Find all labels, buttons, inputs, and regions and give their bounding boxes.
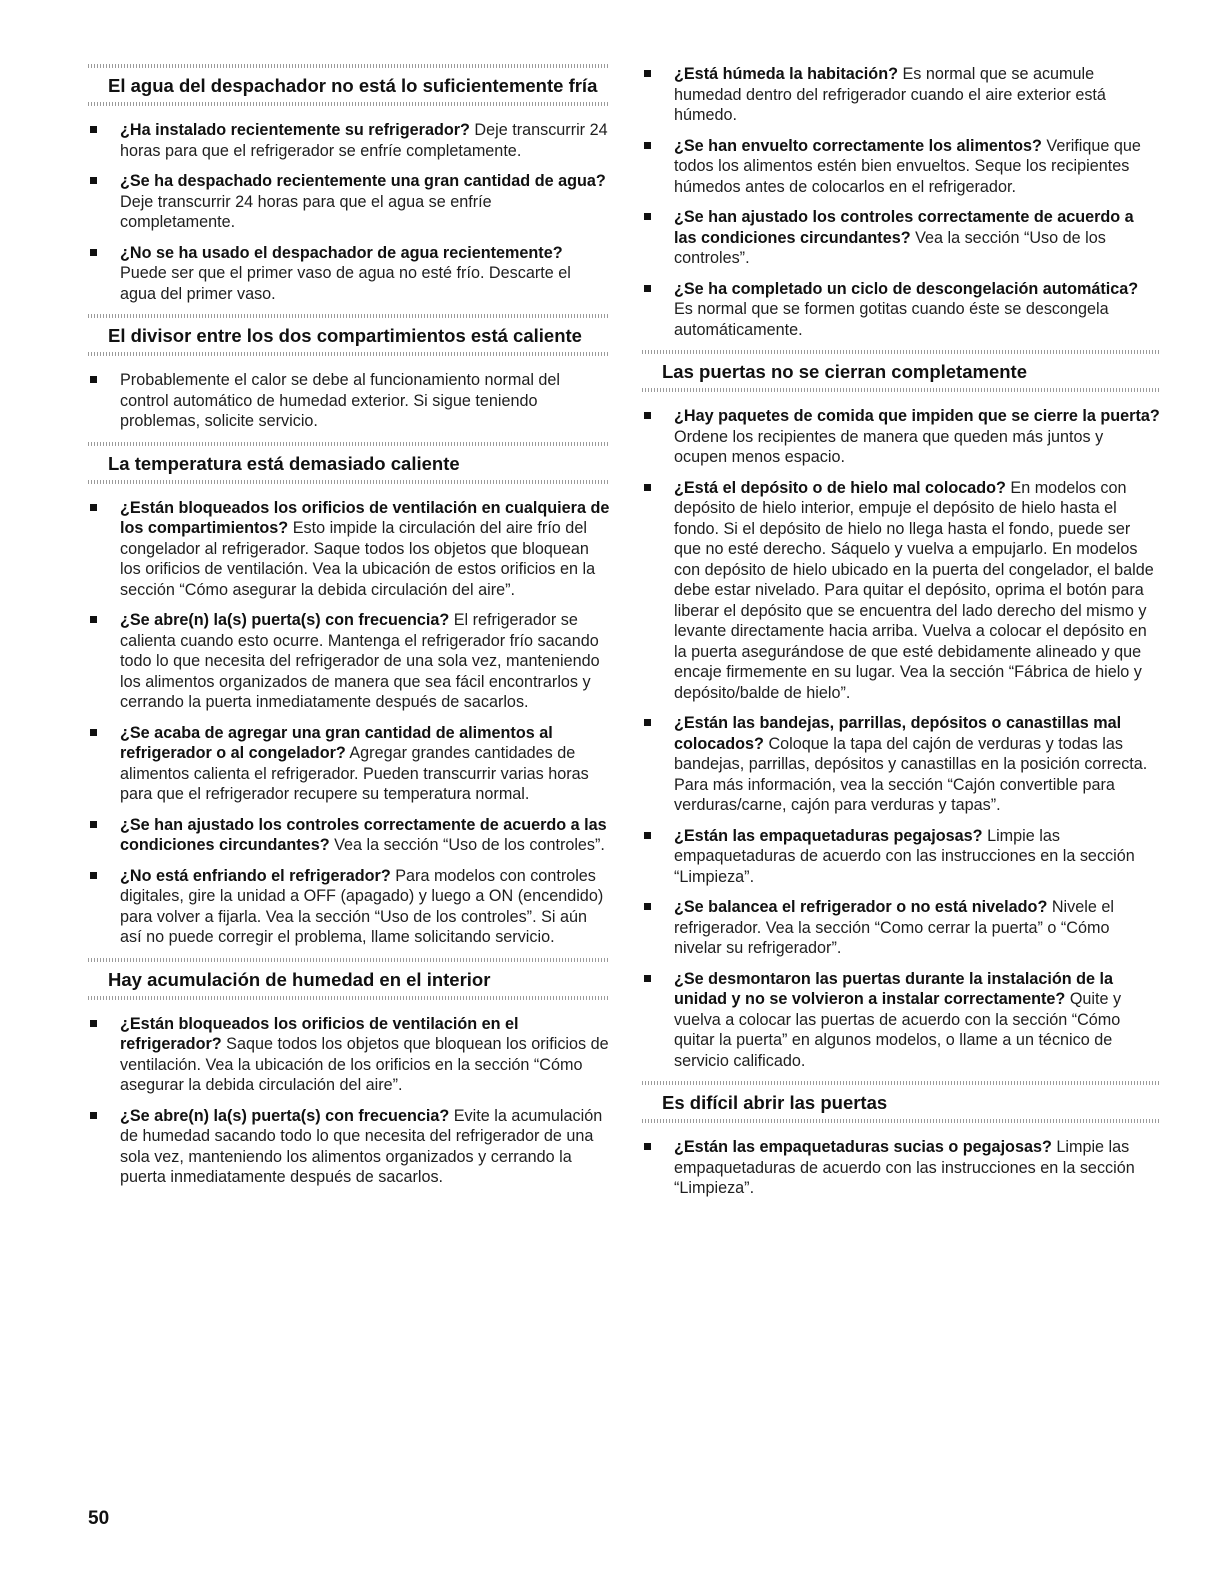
item-answer: Esto impide la circulación del aire frío del congelador al refrigerador. Saque todos los objetos que bloquean los orificios de ventilación. Vea la ubicación de estos orificios en la sección “Cómo asegurar la debida circulación del aire”. [120,519,596,599]
square-bullet-icon [644,975,651,982]
item-question: ¿Está el depósito o de hielo mal colocado? [674,478,1006,497]
item-answer: En modelos con depósito de hielo interior, empuje el depósito de hielo hasta el fondo. Si el depósito de hielo no llega hasta el fondo, puede ser que no esté derecho. Sáquelo y vuelva a empujarlo. En modelos con depósito de hielo ubicado en la puerta del congelador, el balde debe estar nivelado. Para quitar el depósito, oprima el botón para liberar el depósito que se encuentra del lado derecho del mismo y levante directamente hacia arriba. Vuelva a colocar el depósito en la puerta asegurándose de que esté debidamente alineado y que encaje firmemente en su lugar. Vea la sección “Fábrica de hielo y depósito/balde de hielo”. [674,478,1154,702]
item-answer: Puede ser que el primer vaso de agua no esté frío. Descarte el agua del primer vaso. [120,264,571,303]
item-question: ¿Se desmontaron las puertas durante la instalación de la unidad y no se volvieron a instalar correctamente? [674,969,1113,1008]
item-question: ¿No se ha usado el despachador de agua recientemente? [120,243,563,262]
section-hay-acumulacion-de-humedad-en-el-interio [88,958,610,1188]
item-question: ¿Se ha completado un ciclo de descongelación automática? [674,279,1139,298]
square-bullet-icon [644,70,651,77]
item-question: ¿Están las empaquetaduras pegajosas? [674,826,983,845]
item-question: ¿Se han ajustado los controles correctamente de acuerdo a las condiciones circundantes? [674,208,1134,247]
square-bullet-icon [644,832,651,839]
list-item [88,171,610,233]
item-answer: Evite la acumulación de humedad sacando todo lo que necesita del refrigerador de una sola vez, manteniendo los alimentos organizados y cerrando la puerta inmediatamente después de sacarlos. [120,1106,603,1186]
section-heading: Hay acumulación de humedad en el interior [88,958,610,1000]
square-bullet-icon [90,249,97,256]
list-item [88,498,610,601]
section-continued [642,64,1160,340]
section-es-dificil-abrir-las-puertas [642,1081,1160,1199]
item-list [88,498,610,948]
item-question: ¿Ha instalado recientemente su refrigerador? [120,121,470,139]
square-bullet-icon [644,412,651,419]
list-item [88,243,610,305]
square-bullet-icon [90,126,97,133]
item-question: ¿Se balancea el refrigerador o no está nivelado? [674,898,1048,916]
square-bullet-icon [90,872,97,879]
item-list [642,406,1160,1071]
item-list [88,120,610,304]
list-item [88,815,610,856]
section-el-divisor-entre-los-dos-compartimientos [88,314,610,432]
item-answer: El refrigerador se calienta cuando esto ocurre. Mantenga el refrigerador frío sacando todo lo que necesita del refrigerador de una sola vez, manteniendo los alimentos organizados de manera que sea fácil encontrarlos y cerrando la puerta inmediatamente después de sacarlos. [120,611,600,711]
square-bullet-icon [90,616,97,623]
item-question: ¿Están las empaquetaduras sucias o pegajosas? [674,1138,1052,1156]
list-item [642,478,1160,704]
list-item [642,207,1160,269]
item-question: ¿No está enfriando el refrigerador? [120,866,391,885]
right-column [642,64,1160,1209]
item-question: ¿Se acaba de agregar una gran cantidad de alimentos al refrigerador o al congelador? [120,723,553,762]
list-item [642,897,1160,959]
left-column [88,64,610,1198]
item-question: ¿Se abre(n) la(s) puerta(s) con frecuencia? [120,1106,450,1125]
section-heading: Las puertas no se cierran completamente [642,350,1160,392]
item-answer: Ordene los recipientes de manera que queden más juntos y ocupen menos espacio. [674,427,1104,466]
square-bullet-icon [644,719,651,726]
square-bullet-icon [90,1020,97,1027]
list-item [642,826,1160,888]
item-answer: Saque todos los objetos que bloquean los orificios de ventilación. Vea la ubicación de los orificios en la sección “Cómo asegurar la debida circulación del aire”. [120,1035,609,1094]
square-bullet-icon [644,213,651,220]
square-bullet-icon [644,903,651,910]
item-answer: Quite y vuelva a colocar las puertas de acuerdo con la sección “Cómo quitar la puerta” en algunos modelos, o llame a un técnico de servicio calificado. [674,990,1122,1070]
square-bullet-icon [644,285,651,292]
square-bullet-icon [644,142,651,149]
item-question: ¿Está húmeda la habitación? [674,65,898,83]
square-bullet-icon [90,729,97,736]
square-bullet-icon [644,1143,651,1150]
item-question: ¿Se abre(n) la(s) puerta(s) con frecuencia? [120,611,450,629]
item-answer: Verifique que todos los alimentos estén bien envueltos. Seque los recipientes húmedos antes de colocarlos en el refrigerador. [674,136,1141,196]
square-bullet-icon [90,504,97,511]
list-item [642,136,1160,198]
item-list [88,1014,610,1188]
section-el-agua-del-despachador-no-esta-lo-sufic [88,64,610,304]
list-item [88,120,610,161]
square-bullet-icon [90,1112,97,1119]
item-answer: Coloque la tapa del cajón de verduras y todas las bandejas, parrillas, depósitos y canastillas en la posición correcta. Para más información, vea la sección “Cajón convertible para verduras/carne, cajón para verduras y tapas”. [674,734,1148,814]
square-bullet-icon [90,177,97,184]
item-answer: Probablemente el calor se debe al funcionamiento normal del control automático de humedad exterior. Si sigue teniendo problemas, solicite servicio. [120,371,561,430]
list-item [642,279,1160,341]
item-answer: Para modelos con controles digitales, gire la unidad a OFF (apagado) y luego a ON (encendido) para volver a fijarla. Vea la sección “Uso de los controles”. Si aún así no puede corregir el problema, llame solicitando servicio. [120,866,604,946]
item-list [88,370,610,432]
item-list [642,64,1160,340]
section-heading: El divisor entre los dos compartimientos está caliente [88,314,610,356]
item-answer: Es normal que se formen gotitas cuando éste se descongela automáticamente. [674,300,1109,339]
section-heading: Es difícil abrir las puertas [642,1081,1160,1123]
item-question: ¿Están bloqueados los orificios de ventilación en el refrigerador? [120,1014,519,1053]
square-bullet-icon [90,821,97,828]
square-bullet-icon [90,376,97,383]
item-list [642,1137,1160,1199]
page-number: 50 [88,1508,110,1529]
item-answer: Limpie las empaquetaduras de acuerdo con las instrucciones en la sección “Limpieza”. [674,1138,1135,1197]
list-item [88,1106,610,1188]
item-question: ¿Están bloqueados los orificios de ventilación en cualquiera de los compartimientos? [120,498,610,537]
item-answer: Vea la sección “Uso de los controles”. [674,228,1106,267]
item-answer: Deje transcurrir 24 horas para que el agua se enfríe completamente. [120,192,492,231]
item-question: ¿Se han envuelto correctamente los alimentos? [674,136,1042,155]
item-answer: Agregar grandes cantidades de alimentos calienta el refrigerador. Pueden transcurrir varias horas para que el refrigerador recupere su temperatura normal. [120,744,589,803]
item-answer: Limpie las empaquetaduras de acuerdo con las instrucciones en la sección “Limpieza”. [674,826,1135,886]
section-las-puertas-no-se-cierran-completamente [642,350,1160,1071]
section-heading: La temperatura está demasiado caliente [88,442,610,484]
list-item [642,406,1160,468]
section-la-temperatura-esta-demasiado-caliente [88,442,610,948]
item-question: ¿Se ha despachado recientemente una gran cantidad de agua? [120,172,606,190]
item-question: ¿Hay paquetes de comida que impiden que se cierre la puerta? [674,407,1160,425]
item-question: ¿Se han ajustado los controles correctamente de acuerdo a las condiciones circundantes? [120,815,607,854]
list-item [642,969,1160,1072]
list-item [642,64,1160,126]
list-item [88,370,610,432]
list-item [88,723,610,805]
item-answer: Nivele el refrigerador. Vea la sección “Como cerrar la puerta” o “Cómo nivelar su refrigerador”. [674,898,1114,957]
list-item [88,866,610,948]
square-bullet-icon [644,484,651,491]
item-answer: Vea la sección “Uso de los controles”. [329,836,605,854]
section-heading: El agua del despachador no está lo suficientemente fría [88,64,610,106]
item-answer: Es normal que se acumule humedad dentro del refrigerador cuando el aire exterior está húmedo. [674,65,1106,124]
list-item [642,1137,1160,1199]
list-item [88,1014,610,1096]
item-answer: Deje transcurrir 24 horas para que el refrigerador se enfríe completamente. [120,121,608,160]
list-item [88,610,610,713]
item-question: ¿Están las bandejas, parrillas, depósitos o canastillas mal colocados? [674,714,1122,753]
list-item [642,713,1160,816]
